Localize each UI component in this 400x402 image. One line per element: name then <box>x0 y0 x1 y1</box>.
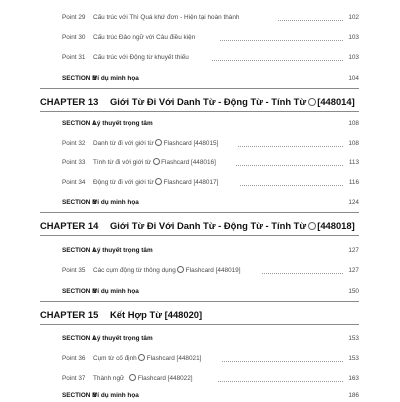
divider <box>40 212 359 213</box>
section-label: SECTION B <box>62 392 97 399</box>
flashcard-code: Flashcard [448015] <box>163 140 219 147</box>
divider <box>40 111 359 112</box>
entry-title: Cấu trúc Đảo ngữ với Câu điều kiện <box>93 34 196 41</box>
entry-title: Các cụm động từ thông dụng <box>93 267 176 274</box>
divider <box>40 301 359 302</box>
entry-label: Point 36 <box>62 355 86 362</box>
flashcard-icon <box>153 158 160 165</box>
flashcard-icon <box>155 139 162 146</box>
flashcard-icon <box>129 374 136 381</box>
entry-label: Point 37 <box>62 375 86 382</box>
dot-leader <box>218 381 343 382</box>
page-number: 163 <box>348 375 359 382</box>
chapter-label: CHAPTER 13 <box>40 96 99 107</box>
page-number: 108 <box>348 120 359 127</box>
entry-title-line <box>93 138 218 150</box>
flashcard-code: Flashcard [448016] <box>161 159 216 166</box>
page-number: 108 <box>348 140 359 147</box>
toc-entry-point-32[interactable] <box>0 138 400 150</box>
section-title: Ví dụ minh họa <box>93 288 139 295</box>
page-number: 153 <box>348 355 359 362</box>
entry-label: Point 32 <box>62 140 86 147</box>
page-number: 104 <box>348 75 359 82</box>
toc-entry-point-35[interactable] <box>0 265 400 277</box>
page-number: 103 <box>348 34 359 41</box>
dot-leader <box>220 40 343 41</box>
divider <box>40 235 359 236</box>
dot-leader <box>212 60 343 61</box>
dot-leader <box>236 165 343 166</box>
dot-leader <box>222 361 343 362</box>
toc-chapter-14[interactable] <box>0 219 400 233</box>
entry-label: Point 35 <box>62 267 86 274</box>
entry-title-line <box>93 265 241 277</box>
chapter-code: [448014] <box>317 96 355 107</box>
section-label: SECTION A <box>62 120 97 127</box>
page-number: 153 <box>348 335 359 342</box>
divider <box>40 324 359 325</box>
section-label: SECTION B <box>62 288 97 295</box>
entry-title: Cụm từ cố định <box>93 355 137 362</box>
flashcard-icon <box>308 222 316 230</box>
toc-section-a[interactable] <box>0 333 400 345</box>
entry-title: Động từ đi với giới từ <box>93 179 154 186</box>
page-number: 127 <box>348 267 359 274</box>
chapter-heading <box>110 308 202 322</box>
chapter-heading <box>110 219 355 233</box>
page-number: 103 <box>348 54 359 61</box>
entry-title: Cấu trúc với Thì Quá khứ đơn - Hiện tại hoàn thành <box>93 14 240 21</box>
toc-section-b[interactable] <box>0 73 400 85</box>
section-label: SECTION B <box>62 199 97 206</box>
section-title: Lý thuyết trọng tâm <box>93 335 153 342</box>
entry-title-line <box>93 373 193 385</box>
toc-section-a[interactable] <box>0 118 400 130</box>
flashcard-code: Flashcard [448021] <box>146 355 202 362</box>
flashcard-icon <box>308 98 316 106</box>
toc-section-b[interactable] <box>0 390 400 402</box>
toc-chapter-15[interactable] <box>0 308 400 322</box>
flashcard-code: Flashcard [448017] <box>163 179 219 186</box>
entry-title-line <box>93 353 201 365</box>
section-title: Ví dụ minh họa <box>93 199 139 206</box>
toc-section-b[interactable] <box>0 286 400 298</box>
chapter-title: Giới Từ Đi Với Danh Từ - Động Từ - Tính Từ <box>110 96 307 107</box>
flashcard-code: Flashcard [448022] <box>137 375 193 382</box>
toc-entry-point-34[interactable] <box>0 177 400 189</box>
entry-title: Cấu trúc với Động từ khuyết thiếu <box>93 54 189 61</box>
dot-leader <box>278 20 343 21</box>
toc-entry-point-29[interactable] <box>0 12 400 24</box>
section-title: Ví dụ minh họa <box>93 75 139 82</box>
toc-entry-point-31[interactable] <box>0 52 400 64</box>
toc-entry-point-33[interactable] <box>0 157 400 169</box>
page-number: 186 <box>348 392 359 399</box>
chapter-code: [448018] <box>317 220 355 231</box>
page-number: 127 <box>348 247 359 254</box>
divider <box>40 88 359 89</box>
page-number: 124 <box>348 199 359 206</box>
dot-leader <box>238 146 343 147</box>
section-label: SECTION A <box>62 335 97 342</box>
chapter-title: Kết Hợp Từ <box>110 309 162 320</box>
entry-label: Point 33 <box>62 159 86 166</box>
toc-entry-point-36[interactable] <box>0 353 400 365</box>
entry-title-line <box>93 157 216 169</box>
toc-section-a[interactable] <box>0 245 400 257</box>
entry-title: Danh từ đi với giới từ <box>93 140 154 147</box>
section-label: SECTION A <box>62 247 97 254</box>
entry-title-line <box>93 177 218 189</box>
dot-leader <box>240 185 343 186</box>
chapter-title: Giới Từ Đi Với Danh Từ - Động Từ - Tính Từ <box>110 220 307 231</box>
entry-title: Tính từ đi với giới từ <box>93 159 152 166</box>
toc-entry-point-30[interactable] <box>0 32 400 44</box>
chapter-code: [448020] <box>164 309 203 320</box>
chapter-label: CHAPTER 15 <box>40 309 99 320</box>
entry-title: Thành ngữ <box>93 375 125 382</box>
section-label: SECTION B <box>62 75 97 82</box>
entry-label: Point 30 <box>62 34 86 41</box>
chapter-heading <box>110 95 355 109</box>
toc-chapter-13[interactable] <box>0 95 400 109</box>
section-title: Lý thuyết trọng tâm <box>93 120 153 127</box>
section-title: Lý thuyết trọng tâm <box>93 247 153 254</box>
chapter-label: CHAPTER 14 <box>40 220 99 231</box>
toc-entry-point-37[interactable] <box>0 373 400 385</box>
page-number: 150 <box>348 288 359 295</box>
dot-leader <box>262 273 343 274</box>
page-number: 113 <box>348 159 359 166</box>
flashcard-icon <box>138 354 145 361</box>
entry-label: Point 29 <box>62 14 86 21</box>
flashcard-icon <box>155 178 162 185</box>
toc-section-b[interactable] <box>0 197 400 209</box>
entry-label: Point 31 <box>62 54 86 61</box>
entry-label: Point 34 <box>62 179 86 186</box>
flashcard-icon <box>177 266 184 273</box>
flashcard-code: Flashcard [448019] <box>185 267 241 274</box>
section-title: Ví dụ minh họa <box>93 392 139 399</box>
page-number: 116 <box>348 179 359 186</box>
page-number: 102 <box>348 14 359 21</box>
